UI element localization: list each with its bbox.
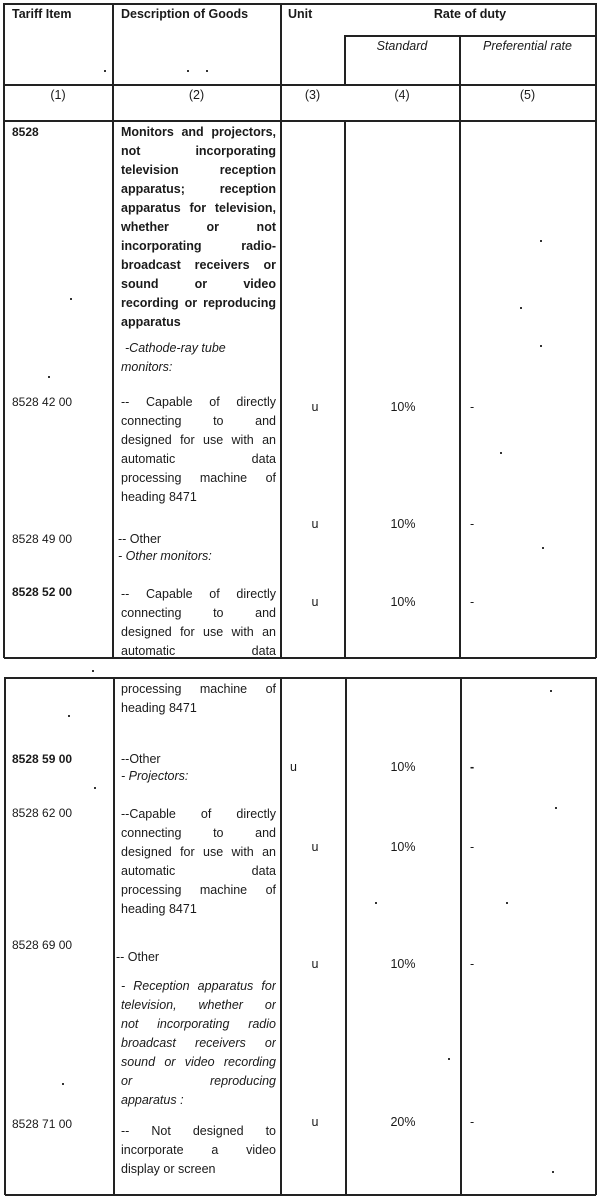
rule bbox=[5, 677, 596, 679]
subheading-reception-apparatus: - Reception apparatus for television, whether or not incorporating radio broadcast receivers or sound or video recording or reproducing apparatus : bbox=[121, 979, 276, 1107]
subheading-crt-monitors: -Cathode-ray tube monitors: bbox=[121, 341, 226, 374]
col-number-4: (4) bbox=[394, 88, 410, 102]
unit-cell: u bbox=[311, 1115, 319, 1129]
col-number-3: (3) bbox=[304, 88, 321, 102]
tariff-code: 8528 42 00 bbox=[12, 395, 73, 409]
rule bbox=[459, 35, 461, 658]
header-tariff-item: Tariff Item bbox=[12, 7, 72, 21]
rule bbox=[5, 1194, 596, 1196]
scan-speck bbox=[375, 902, 377, 904]
scan-speck bbox=[70, 298, 72, 300]
standard-rate-cell: 10% bbox=[390, 957, 416, 971]
item-description: --Capable of directly connecting to and designed for use with an automatic data processing machine of heading 8471 bbox=[121, 807, 276, 916]
rule bbox=[4, 120, 596, 122]
rule bbox=[4, 657, 596, 659]
scan-speck bbox=[506, 902, 508, 904]
rule bbox=[344, 122, 346, 658]
header-description: Description of Goods bbox=[121, 7, 249, 21]
preferential-rate-cell: - bbox=[470, 517, 475, 531]
scan-speck bbox=[187, 70, 189, 72]
standard-rate-cell: 10% bbox=[390, 400, 416, 414]
scan-speck bbox=[552, 1171, 554, 1173]
scan-speck bbox=[540, 240, 542, 242]
item-description: -- Other bbox=[116, 950, 160, 964]
rule bbox=[4, 677, 6, 1195]
scan-speck bbox=[62, 1083, 64, 1085]
unit-cell: u bbox=[311, 400, 319, 414]
header-preferential: Preferential rate bbox=[483, 39, 572, 53]
scan-speck bbox=[68, 715, 70, 717]
scan-speck bbox=[104, 70, 106, 72]
rule bbox=[113, 677, 115, 1195]
header-standard: Standard bbox=[376, 39, 428, 53]
standard-rate-cell: 20% bbox=[390, 1115, 416, 1129]
tariff-code: 8528 49 00 bbox=[12, 532, 73, 546]
tariff-code: 8528 71 00 bbox=[12, 1117, 73, 1131]
scan-speck bbox=[500, 452, 502, 454]
subheading-projectors: - Projectors: bbox=[121, 769, 189, 783]
tariff-code: 8528 bbox=[12, 125, 39, 139]
standard-rate-cell: 10% bbox=[390, 595, 416, 609]
header-rate-of-duty: Rate of duty bbox=[433, 7, 507, 21]
scan-speck bbox=[540, 345, 542, 347]
tariff-code: 8528 59 00 bbox=[12, 752, 73, 766]
scan-speck bbox=[92, 670, 94, 672]
header-unit: Unit bbox=[288, 7, 313, 21]
tariff-code: 8528 52 00 bbox=[12, 585, 73, 599]
scan-speck bbox=[555, 807, 557, 809]
unit-cell: u bbox=[311, 957, 319, 971]
scan-speck bbox=[206, 70, 208, 72]
preferential-rate-cell: - bbox=[470, 840, 475, 854]
tariff-code: 8528 69 00 bbox=[12, 938, 73, 952]
standard-rate-cell: 10% bbox=[390, 840, 416, 854]
rule bbox=[595, 677, 597, 1195]
rule bbox=[280, 677, 282, 1195]
scan-speck bbox=[550, 690, 552, 692]
item-description-continued: processing machine of heading 8471 bbox=[121, 682, 276, 715]
col-number-5: (5) bbox=[519, 88, 536, 102]
rule bbox=[460, 677, 462, 1195]
scan-speck bbox=[542, 547, 544, 549]
unit-cell: u bbox=[311, 517, 319, 531]
col-number-1: (1) bbox=[50, 88, 66, 102]
unit-cell: u bbox=[311, 840, 319, 854]
scan-speck bbox=[520, 307, 522, 309]
item-description: -- Capable of directly connecting to and designed for use with an automatic data processing machine of heading 8471 bbox=[121, 395, 276, 504]
scan-speck bbox=[448, 1058, 450, 1060]
subheading-other-monitors: - Other monitors: bbox=[118, 549, 212, 563]
item-description: -- Other bbox=[118, 532, 162, 546]
heading-description: Monitors and projectors, not incorporating television reception apparatus; reception apparatus for television, whether or not incorporating radio- broadcast receivers or sound or video recording or reproducing apparatus bbox=[121, 125, 276, 329]
unit-cell: u bbox=[290, 760, 297, 774]
item-description: -- Capable of directly connecting to and designed for use with an automatic data bbox=[121, 587, 276, 658]
unit-cell: u bbox=[311, 595, 319, 609]
standard-rate-cell: 10% bbox=[390, 760, 416, 774]
scan-speck bbox=[94, 787, 96, 789]
preferential-rate-cell: - bbox=[470, 957, 475, 971]
item-description: --Other bbox=[121, 752, 161, 766]
preferential-rate-cell: - bbox=[470, 400, 475, 414]
rule bbox=[595, 3, 597, 658]
preferential-rate-cell: - bbox=[470, 760, 475, 774]
col-number-2: (2) bbox=[188, 88, 205, 102]
standard-rate-cell: 10% bbox=[390, 517, 416, 531]
scan-speck bbox=[48, 376, 50, 378]
tariff-code: 8528 62 00 bbox=[12, 806, 73, 820]
item-description: -- Not designed to incorporate a video display or screen bbox=[121, 1124, 276, 1176]
preferential-rate-cell: - bbox=[470, 595, 475, 609]
preferential-rate-cell: - bbox=[470, 1115, 475, 1129]
